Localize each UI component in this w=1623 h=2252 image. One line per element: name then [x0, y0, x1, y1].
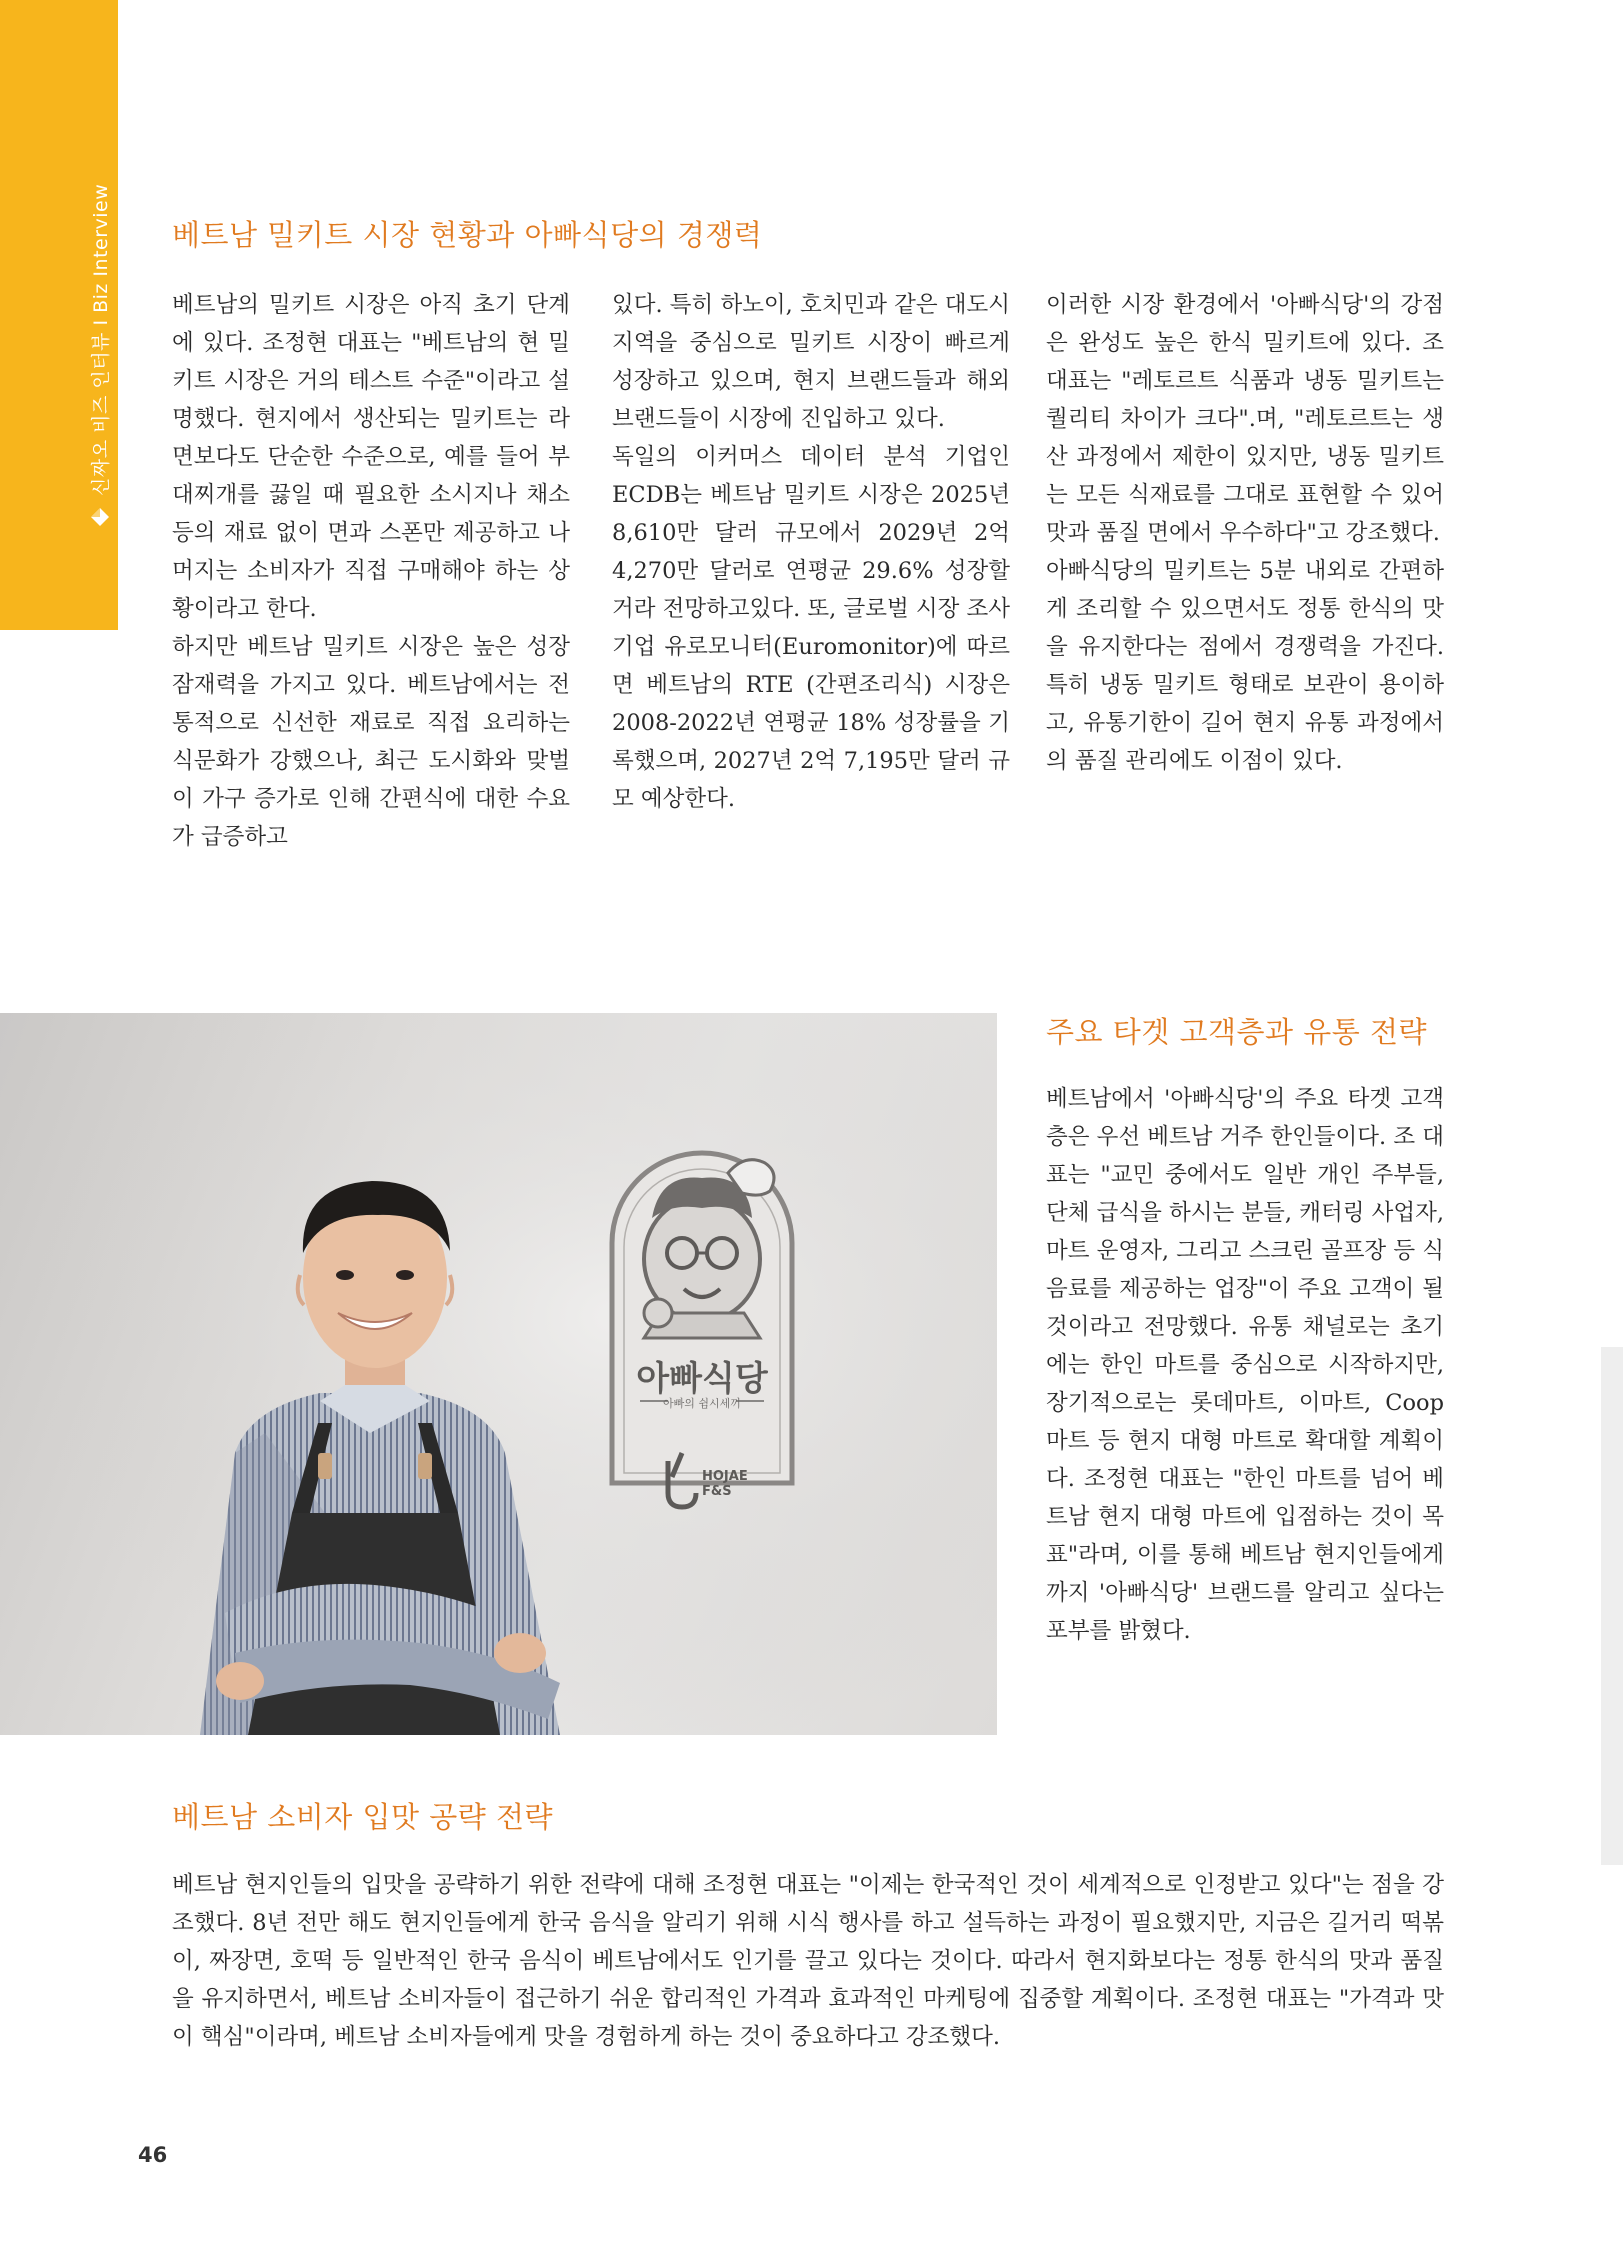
side-label-text: 신짜오 비즈 인터뷰 I Biz Interview: [90, 183, 112, 496]
article-column-3: [1046, 286, 1444, 780]
photo-illustration: [0, 1013, 997, 1735]
magazine-logo-icon: [89, 506, 111, 528]
section-heading-taste: 베트남 소비자 입맛 공략 전략: [172, 1800, 554, 1834]
brand-line-2: F&S: [702, 1484, 732, 1499]
paragraph: 있다. 특히 하노이, 호치민과 같은 대도시 지역을 중심으로 밀키트 시장이 빠르게 성장하고 있으며, 현지 브랜드들과 해외 브랜드들이 시장에 진입하고 있다.: [612, 292, 1010, 432]
article-column-1: [172, 286, 570, 856]
paragraph: 아빠식당의 밀키트는 5분 내외로 간편하게 조리할 수 있으면서도 정통 한식의 맛을 유지한다는 점에서 경쟁력을 가진다. 특히 냉동 밀키트 형태로 보관이 용이하고, 유통기한이 길어 현지 유통 과정에서의 품질 관리에도 이점이 있다.: [1046, 558, 1444, 774]
paragraph: 독일의 이커머스 데이터 분석 기업인 ECDB는 베트남 밀키트 시장은 2025년 8,610만 달러 규모에서 2029년 2억 4,270만 달러로 연평균 29.6% 성장할 거라 전망하고있다. 또, 글로벌 시장 조사기업 유로모니터(Euromonitor)에 따르면 베트남의 RTE (간편조리식) 시장은 2008-2022년 연평균 18% 성장률을 기록했으며, 2027년 2억 7,195만 달러 규모 예상한다.: [612, 444, 1010, 812]
brand-line-1: HOJAE: [702, 1469, 748, 1484]
paragraph: 베트남의 밀키트 시장은 아직 초기 단계에 있다. 조정현 대표는 "베트남의 현 밀키트 시장은 거의 테스트 수준"이라고 설명했다. 현지에서 생산되는 밀키트는 라면보다도 단순한 수준으로, 예를 들어 부대찌개를 끓일 때 필요한 소시지나 채소 등의 재료 없이 면과 스폰만 제공하고 나머지는 소비자가 직접 구매해야 하는 상황이라고 한다.: [172, 292, 570, 622]
right-edge-tab: [1601, 1347, 1623, 1865]
paragraph: 베트남에서 '아빠식당'의 주요 타겟 고객층은 우선 베트남 거주 한인들이다. 조 대표는 "교민 중에서도 일반 개인 주부들, 단체 급식을 하시는 분들, 캐터링 사업자, 마트 운영자, 그리고 스크린 골프장 등 식음료를 제공하는 업장"이 주요 고객이 될 것이라고 전망했다. 유통 채널로는 초기에는 한인 마트를 중심으로 시작하지만, 장기적으로는 롯데마트, 이마트, Coop 마트 등 현지 대형 마트로 확대할 계획이다. 조정현 대표는 "한인 마트를 넘어 베트남 현지 대형 마트에 입점하는 것이 목표"라며, 이를 통해 베트남 현지인들에게까지 '아빠식당' 브랜드를 알리고 싶다는 포부를 밝혔다.: [1046, 1086, 1444, 1644]
sign-subtitle: 아빠의 쉼시세끼: [663, 1397, 741, 1410]
paragraph: 베트남 현지인들의 입맛을 공략하기 위한 전략에 대해 조정현 대표는 "이제는 한국적인 것이 세계적으로 인정받고 있다"는 점을 강조했다. 8년 전만 해도 현지인들에게 한국 음식을 알리기 위해 시식 행사를 하고 설득하는 과정이 필요했지만, 지금은 길거리 떡볶이, 짜장면, 호떡 등 일반적인 한국 음식이 베트남에서도 인기를 끌고 있다는 것이다. 따라서 현지화보다는 정통 한식의 맛과 품질을 유지하면서, 베트남 소비자들이 접근하기 쉬운 합리적인 가격과 효과적인 마케팅에 집중할 계획이다. 조정현 대표는 "가격과 맛이 핵심"이라며, 베트남 소비자들에게 맛을 경험하게 하는 것이 중요하다고 강조했다.: [172, 1872, 1444, 2050]
sign-title: 아빠식당: [636, 1359, 768, 1399]
article-column-target: [1046, 1080, 1444, 1650]
interview-photo: [0, 1013, 997, 1735]
article-column-2: [612, 286, 1010, 818]
brand-logo-text: [702, 1469, 748, 1499]
paragraph: 이러한 시장 환경에서 '아빠식당'의 강점은 완성도 높은 한식 밀키트에 있다. 조 대표는 "레토르트 식품과 냉동 밀키트는 퀄리티 차이가 크다".며, "레토르트는 생산 과정에서 제한이 있지만, 냉동 밀키트는 모든 식재료를 그대로 표현할 수 있어 맛과 품질 면에서 우수하다"고 강조했다.: [1046, 292, 1444, 546]
section-heading-market: 베트남 밀키트 시장 현황과 아빠식당의 경쟁력: [172, 218, 763, 252]
section-side-tab: [0, 0, 118, 630]
article-column-full: [172, 1866, 1444, 2056]
page-number: 46: [138, 2143, 168, 2167]
section-heading-target: 주요 타겟 고객층과 유통 전략: [1046, 1015, 1428, 1049]
section-side-label: [86, 184, 113, 528]
paragraph: 하지만 베트남 밀키트 시장은 높은 성장 잠재력을 가지고 있다. 베트남에서는 전통적으로 신선한 재료로 직접 요리하는 식문화가 강했으나, 최근 도시화와 맞벌이 가구 증가로 인해 간편식에 대한 수요가 급증하고: [172, 634, 570, 850]
